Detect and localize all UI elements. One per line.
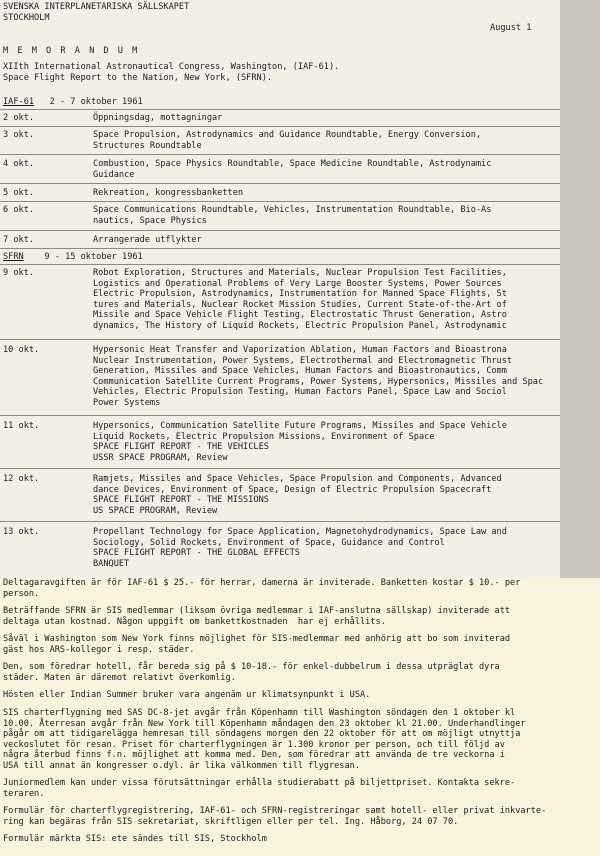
desc-line: Hypersonic Heat Transfer and Vaporization Ablation, Human Factors and Bioastrona xyxy=(93,345,507,355)
desc-line: Ramjets, Missiles and Space Vehicles, Space Propulsion and Components, Advanced xyxy=(93,474,502,484)
desc-line: Liquid Rockets, Electric Propulsion Missions, Environment of Space xyxy=(93,431,435,442)
org-city: STOCKHOLM xyxy=(3,12,50,23)
divider xyxy=(0,339,560,340)
congress-info xyxy=(3,62,339,83)
para-line: ring kan begäras från SIS sekretariat, skriftligen eller per tel. Ing. Håborg, 24 07 70. xyxy=(3,816,459,827)
para-line: gäst hos ARS-kollegor i resp. städer. xyxy=(3,644,195,655)
divider xyxy=(0,468,560,469)
paragraph xyxy=(3,662,500,683)
desc-line: Space Communications Roundtable, Vehicles, Instrumentation Roundtable, Bio-As xyxy=(93,205,492,215)
schedule-desc xyxy=(93,527,507,569)
para-line: Deltagaravgiften är för IAF-61 $ 25.- för herrar, damerna är inviterade. Banketten kostar $ 10.- per xyxy=(3,578,521,588)
desc-line: SPACE FLIGHT REPORT - THE VEHICLES xyxy=(93,442,269,453)
para-line: USA till annat än kongresser o.dyl. är lika välkommen till flygresan. xyxy=(3,760,360,771)
memo-continuation xyxy=(0,578,600,856)
paragraph xyxy=(3,708,526,772)
desc-line: US SPACE PROGRAM, Review xyxy=(93,505,218,516)
desc-line: Hypersonics, Communication Satellite Future Programs, Missiles and Space Vehicle xyxy=(93,421,507,431)
desc-line: Nuclear Instrumentation, Power Systems, Electrothermal and Electromagnetic Thrust xyxy=(93,355,513,366)
para-line: Såväl i Washington som New York finns möjlighet för SIS-medlemmar med anhörig att bo som inviterad xyxy=(3,634,511,644)
divider xyxy=(0,109,560,110)
para-line: Juniormedlem kan under vissa förutsättningar erhålla studierabatt på biljettpriset. Kontakta sekre- xyxy=(3,778,516,788)
schedule-day: 5 okt. xyxy=(3,188,35,198)
schedule-day: 2 okt. xyxy=(3,113,35,123)
desc-line: nautics, Space Physics xyxy=(93,215,207,226)
paragraph xyxy=(3,834,267,845)
schedule-day: 3 okt. xyxy=(3,130,35,140)
congress-line: XIIth International Astronautical Congress, Washington, (IAF-61). xyxy=(3,62,340,72)
desc-line: Missile and Space Vehicle Flight Testing, Electrostatic Thrust Generation, Astro xyxy=(93,310,507,321)
schedule-day: 4 okt. xyxy=(3,159,35,169)
paragraph xyxy=(3,778,515,799)
schedule-day: 10 okt. xyxy=(3,345,40,355)
para-line: Hösten eller Indian Summer bruker vara angenäm ur klimatsynpunkt i USA. xyxy=(3,690,371,700)
desc-line: dynamics, The History of Liquid Rockets, Electric Propulsion Panel, Astrodynamic xyxy=(93,320,507,331)
desc-line: BANQUET xyxy=(93,558,130,569)
divider xyxy=(0,154,560,155)
desc-line: tures and Materials, Nuclear Rocket Mission Studies, Current State-of-the-Art of xyxy=(93,299,507,310)
desc-line: Structures Roundtable xyxy=(93,140,202,151)
desc-line: Vehicles, Electric Propulsion Testing, Human Factors Panel, Space Law and Sociol xyxy=(93,387,507,398)
schedule-desc xyxy=(93,188,243,199)
desc-line: Generation, Missiles and Space Vehicles, Human Factors and Bioastronautics, Comm xyxy=(93,366,507,377)
para-line: SIS charterflygning med SAS DC-8-jet avgår från Köpenhamn till Washington söndagen den 1 oktober kl xyxy=(3,708,516,718)
divider xyxy=(0,126,560,127)
schedule-desc xyxy=(93,159,491,180)
schedule-desc xyxy=(93,113,222,124)
para-line: några återbud finns f.n. möjlighet att komma med. Den, som föredrar att använda de tre veckorna i xyxy=(3,750,505,761)
org-name: SVENSKA INTERPLANETARISKA SÄLLSKAPET xyxy=(3,2,190,12)
sfrn-label: SFRN xyxy=(3,252,24,262)
desc-line: Power Systems xyxy=(93,397,161,408)
schedule-desc xyxy=(93,474,502,516)
paragraph xyxy=(3,806,546,827)
para-line: deltaga utan kostnad. Någon uppgift om bankettkostnaden har ej erhållits. xyxy=(3,616,386,627)
iaf-dates: 2 - 7 oktober 1961 xyxy=(49,97,143,107)
para-line: städer. Maten är däremot relativt överkomlig. xyxy=(3,672,236,683)
sfrn-section-heading xyxy=(3,252,143,262)
desc-line: Communication Satellite Current Programs, Power Systems, Hypersonics, Missiles and Spac xyxy=(93,376,544,387)
schedule-desc xyxy=(93,205,491,226)
desc-line: Electric Propulsion, Astrodynamics, Instrumentation for Manned Space Flights, St xyxy=(93,289,507,300)
para-line: pågår om att tidigarelägga hemresan till söndagens morgen den 22 oktober för att om möjligt utnyttja xyxy=(3,729,521,740)
sfrn-dates: 9 - 15 oktober 1961 xyxy=(44,252,143,262)
schedule-desc xyxy=(93,345,543,409)
schedule-day: 12 okt. xyxy=(3,474,40,484)
memo-title: M E M O R A N D U M xyxy=(3,46,140,56)
desc-line: Combustion, Space Physics Roundtable, Space Medicine Roundtable, Astrodynamic xyxy=(93,159,492,169)
desc-line: USSR SPACE PROGRAM, Review xyxy=(93,452,228,463)
schedule-day: 7 okt. xyxy=(3,235,35,245)
para-line: teraren. xyxy=(3,788,45,799)
schedule-day: 6 okt. xyxy=(3,205,35,215)
divider xyxy=(0,248,560,249)
schedule-desc xyxy=(93,421,507,463)
divider xyxy=(0,415,560,416)
desc-line: Propellant Technology for Space Application, Magnetohydrodynamics, Space Law and xyxy=(93,527,507,537)
memo-date: August 1 xyxy=(490,23,532,33)
divider xyxy=(0,201,560,202)
para-line: Beträffande SFRN är SIS medlemmar (liksom övriga medlemmar i IAF-anslutna sällskap) inviterade att xyxy=(3,606,511,616)
para-line: Formulär för charterflygregistrering, IAF-61- och SFRN-registreringar samt hotell- eller privat inkvarte- xyxy=(3,806,547,816)
para-line: 10.00. Återresan avgår från New York till Köpenhamn måndagen den 23 oktober kl 21.00. Underhandlinger xyxy=(3,718,526,729)
congress-line: Space Flight Report to the Nation, New York, (SFRN). xyxy=(3,72,273,83)
desc-line: Öppningsdag, mottagningar xyxy=(93,113,223,123)
iaf-section-heading xyxy=(3,97,143,107)
desc-line: Sociology, Solid Rockets, Environment of Space, Guidance and Control xyxy=(93,537,445,548)
desc-line: Guidance xyxy=(93,169,135,180)
divider xyxy=(0,264,560,265)
para-line: Formulär märkta SIS: ete sändes till SIS, Stockholm xyxy=(3,834,267,844)
paragraph xyxy=(3,606,510,627)
desc-line: Space Propulsion, Astrodynamics and Guidance Roundtable, Energy Conversion, xyxy=(93,130,482,140)
divider xyxy=(0,521,560,522)
schedule-desc xyxy=(93,268,507,332)
paragraph xyxy=(3,690,370,701)
schedule-desc xyxy=(93,130,481,151)
para-line: person. xyxy=(3,588,40,599)
schedule-day: 13 okt. xyxy=(3,527,40,537)
divider xyxy=(0,230,560,231)
paragraph xyxy=(3,578,520,599)
paragraph xyxy=(3,634,510,655)
desc-line: SPACE FLIGHT REPORT - THE GLOBAL EFFECTS xyxy=(93,548,300,559)
desc-line: Rekreation, kongressbanketten xyxy=(93,188,244,198)
desc-line: Arrangerade utflykter xyxy=(93,235,202,245)
schedule-desc xyxy=(93,235,202,246)
divider xyxy=(0,183,560,184)
para-line: veckoslutet för resan. Priset för charterflygningen är 1.300 kronor per person, och till följd av xyxy=(3,739,505,750)
org-header xyxy=(3,2,189,23)
desc-line: Robot Exploration, Structures and Materials, Nuclear Propulsion Test Facilities, xyxy=(93,268,507,278)
desc-line: dance Devices, Environment of Space, Design of Electric Propulsion Spacecraft xyxy=(93,484,492,495)
schedule-day: 11 okt. xyxy=(3,421,40,431)
desc-line: Logistics and Operational Problems of Very Large Booster Systems, Power Sources xyxy=(93,278,502,289)
para-line: Den, som föredrar hotell, får bereda sig på $ 10-18.- för enkel-dubbelrum i dessa utpräglat dyra xyxy=(3,662,500,672)
schedule-day: 9 okt. xyxy=(3,268,35,278)
desc-line: SPACE FLIGHT REPORT - THE MISSIONS xyxy=(93,495,269,506)
iaf-label: IAF-61 xyxy=(3,97,35,107)
